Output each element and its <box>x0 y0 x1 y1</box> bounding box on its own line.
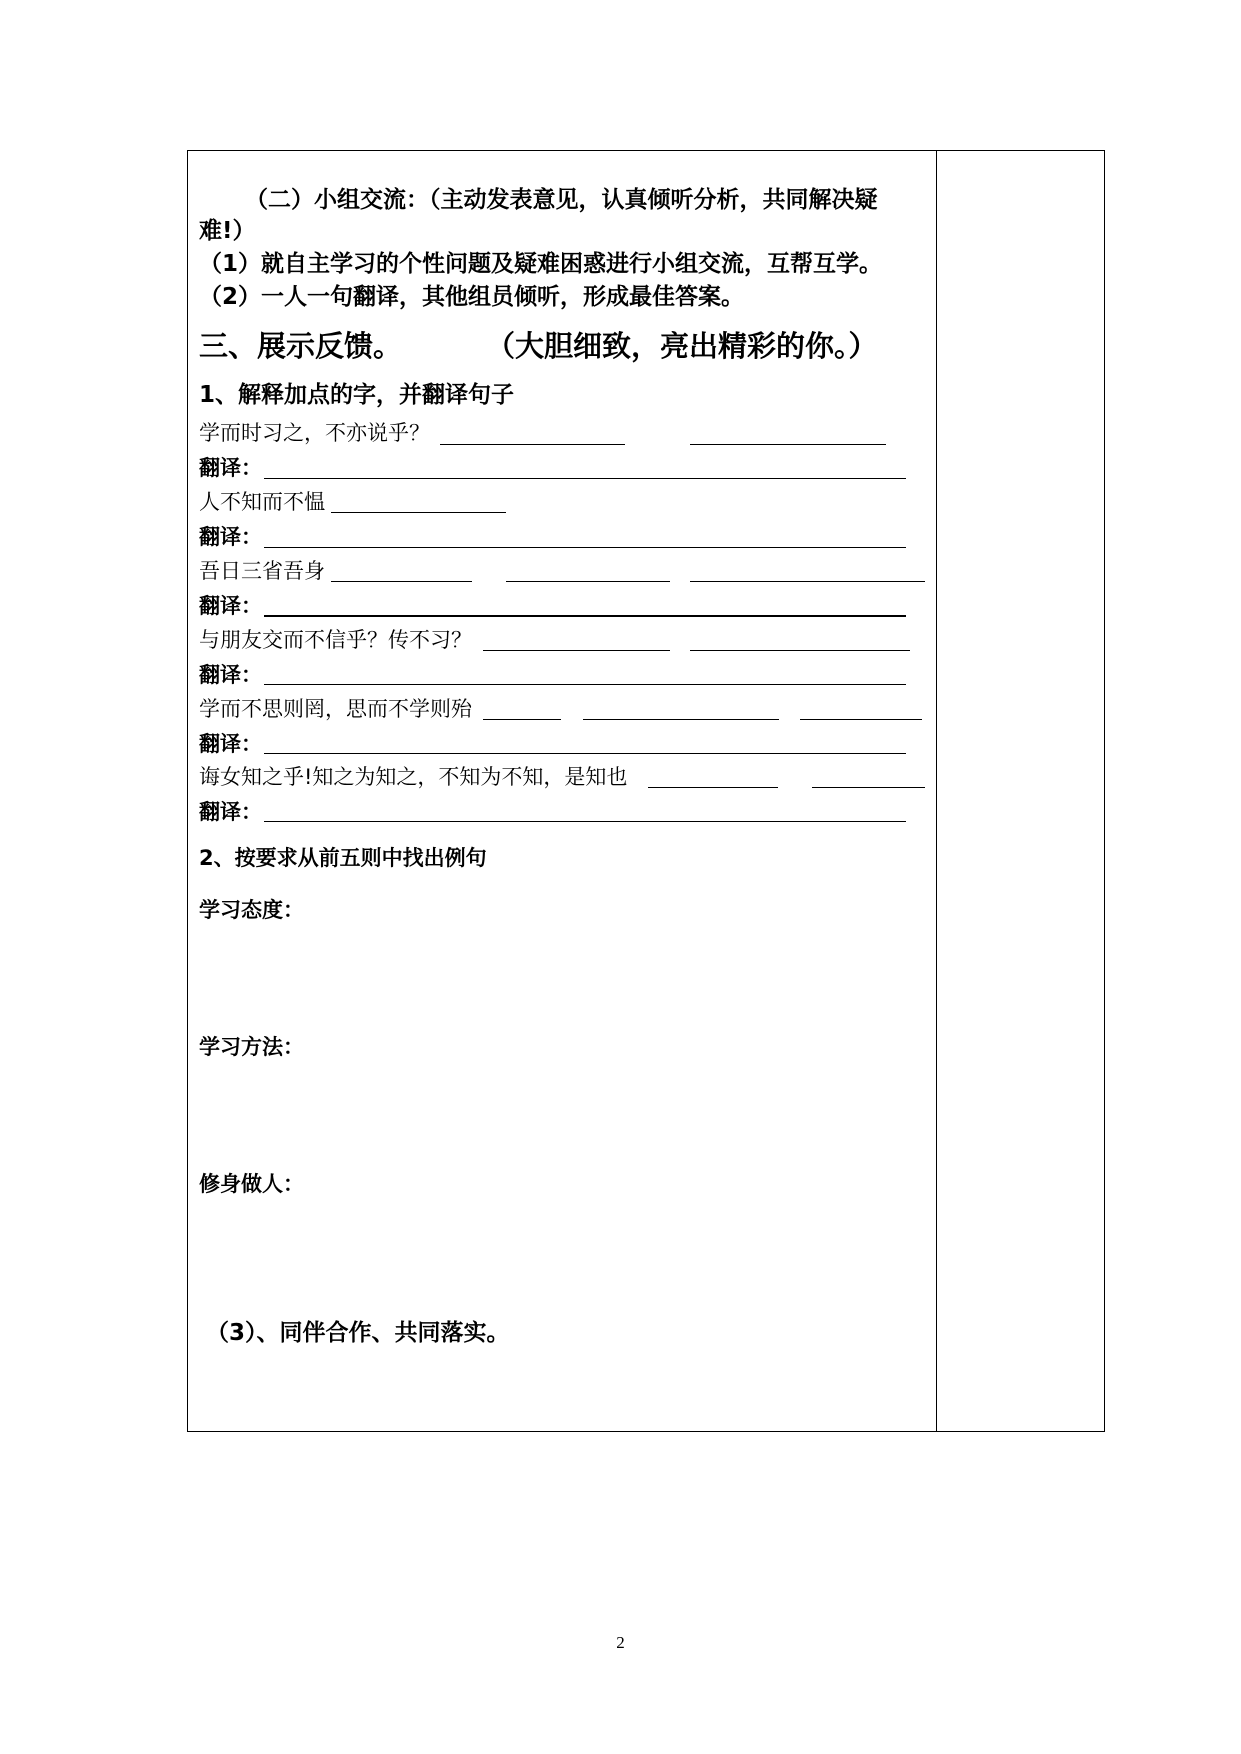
section3-title: 三、展示反馈。 <box>199 329 403 363</box>
question2-title: 2、按要求从前五则中找出例句 <box>199 846 487 870</box>
sentence-5: 学而不思则罔，思而不学则殆 <box>199 697 472 721</box>
translation-blank[interactable] <box>264 547 906 548</box>
notes-column-divider <box>936 150 937 1432</box>
answer-blank[interactable] <box>800 719 922 720</box>
category-attitude: 学习态度： <box>199 898 304 922</box>
cooperation-item: （3）、同伴合作、共同落实。 <box>206 1320 510 1346</box>
group-discussion-heading: （二）小组交流：（主动发表意见，认真倾听分析，共同解决疑 <box>245 187 878 213</box>
category-method: 学习方法： <box>199 1035 304 1059</box>
answer-blank[interactable] <box>690 444 886 445</box>
answer-blank[interactable] <box>483 650 670 651</box>
answer-blank[interactable] <box>690 650 910 651</box>
sentence-1: 学而时习之，不亦说乎？ <box>199 421 430 445</box>
translation-blank[interactable] <box>264 478 906 479</box>
answer-blank[interactable] <box>583 719 779 720</box>
category-character: 修身做人： <box>199 1172 304 1196</box>
sentence-6: 诲女知之乎!知之为知之，不知为不知，是知也 <box>199 765 628 789</box>
group-discussion-heading-cont: 难!） <box>199 218 256 244</box>
answer-blank[interactable] <box>331 512 506 513</box>
answer-blank[interactable] <box>812 787 925 788</box>
discussion-item-1: （1）就自主学习的个性问题及疑难困惑进行小组交流，互帮互学。 <box>199 251 883 277</box>
translation-blank[interactable] <box>264 753 906 754</box>
sentence-3: 吾日三省吾身 <box>199 559 325 583</box>
answer-blank[interactable] <box>648 787 778 788</box>
translate-label: 翻译： <box>199 663 262 687</box>
page-number: 2 <box>616 1633 625 1652</box>
section3-slogan: （大胆细致，亮出精彩的你。） <box>486 329 878 363</box>
translation-blank[interactable] <box>264 615 906 617</box>
sentence-2: 人不知而不愠 <box>199 490 325 514</box>
translation-blank[interactable] <box>264 684 906 685</box>
question1-title: 1、解释加点的字，并翻译句子 <box>199 382 515 408</box>
translate-label: 翻译： <box>199 525 262 549</box>
translate-label: 翻译： <box>199 456 262 480</box>
answer-blank[interactable] <box>506 581 670 582</box>
answer-blank[interactable] <box>690 581 925 582</box>
answer-blank[interactable] <box>331 581 472 582</box>
translation-blank[interactable] <box>264 821 906 822</box>
answer-blank[interactable] <box>483 719 561 720</box>
answer-blank[interactable] <box>440 444 625 445</box>
translate-label: 翻译： <box>199 594 262 618</box>
translate-label: 翻译： <box>199 732 262 756</box>
sentence-4: 与朋友交而不信乎？传不习？ <box>199 628 472 652</box>
translate-label: 翻译： <box>199 800 262 824</box>
discussion-item-2: （2）一人一句翻译，其他组员倾听，形成最佳答案。 <box>199 284 745 310</box>
